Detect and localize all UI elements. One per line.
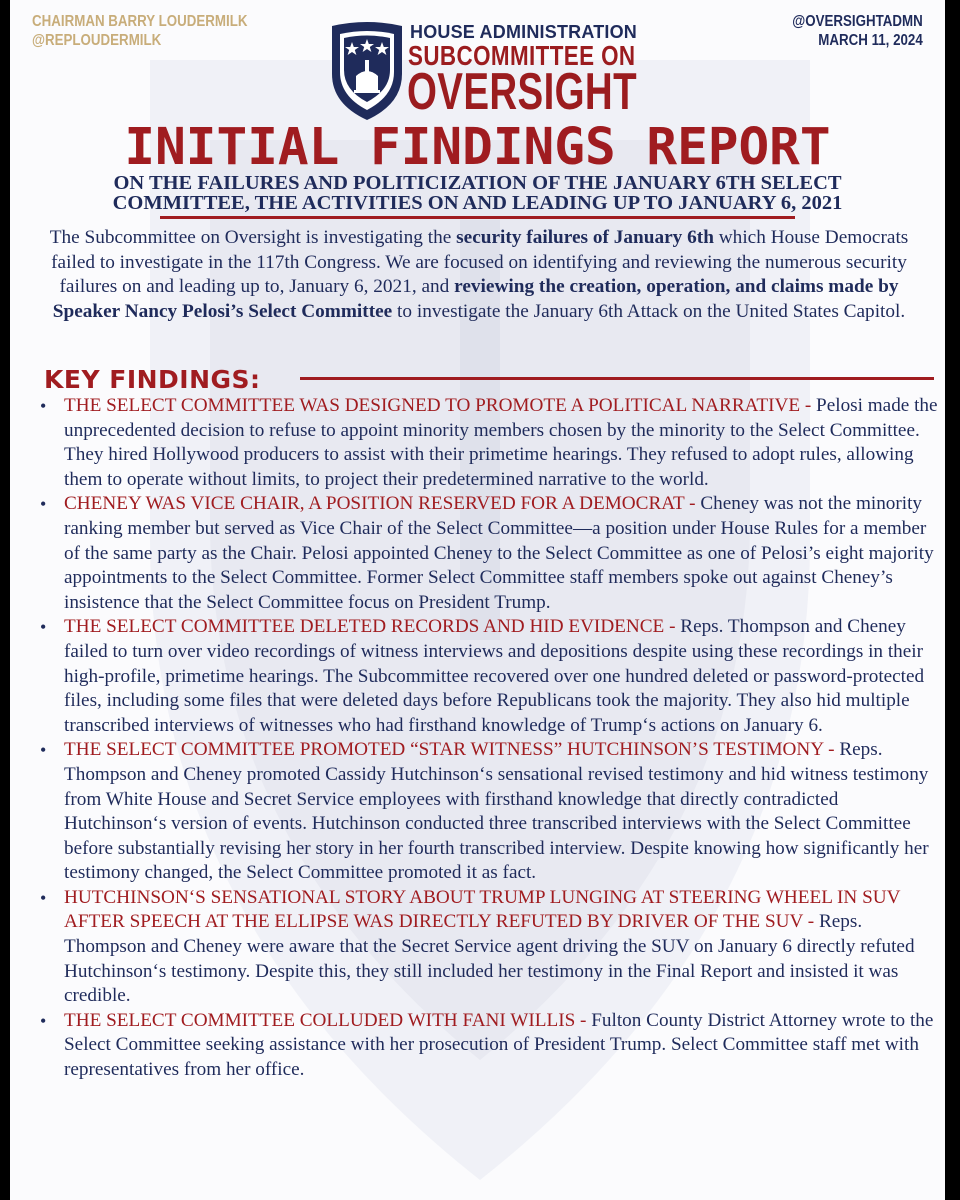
finding-item [40,886,938,1009]
bullet-icon: • [40,617,47,638]
intro-paragraph [44,226,914,324]
bullet-icon: • [40,740,47,761]
finding-body: Cheney was not the minority ranking member but served as Vice Chair of the Select Committee—a position under House Rules for a member of the same party as the Chair. Pelosi appointed Cheney to the Select Committee as one of Pelosi’s eight majority appointments to the Select Committee. Former Select Committee staff members spoke out against Cheney’s insistence that the Select Committee focus on President Trump. [64,493,934,613]
subtitle-divider [160,216,795,219]
findings-list [40,394,938,1083]
finding-body: Reps. Thompson and Cheney promoted Cassidy Hutchinson‘s sensational revised testimony and hid witness testimony from White House and Secret Service employees with firsthand knowledge that directly contradicted Hutchinson‘s version of events. Hutchinson conducted three transcribed interviews with the Select Committee before substantially revising her story in her fourth transcribed interview. Despite knowing how significantly her testimony changed, the Select Committee promoted it as fact. [64,739,929,884]
capitol-shield-logo-icon [330,20,404,122]
finding-item [40,394,938,492]
report-subtitle [10,173,945,213]
finding-title: THE SELECT COMMITTEE WAS DESIGNED TO PROMOTE A POLITICAL NARRATIVE - [64,395,812,416]
finding-title: HUTCHINSON‘S SENSATIONAL STORY ABOUT TRUMP LUNGING AT STEERING WHEEL IN SUV AFTER SPEECH AT THE ELLIPSE WAS DIRECTLY REFUTED BY DRIVER OF THE SUV - [64,886,901,933]
bullet-icon: • [40,887,47,908]
finding-item [40,738,938,886]
bullet-icon: • [40,396,47,416]
finding-body: Pelosi made the unprecedented decision to refuse to appoint minority members chosen by the minority to the Select Committee. They hired Hollywood producers to assist with their primetime hearings. They refused to adopt rules, allowing them to operate without limits, to project their predetermined narrative to the world. [64,395,938,490]
bullet-icon: • [40,494,47,515]
logo-subcommittee-on: SUBCOMMITTEE ON [408,40,636,71]
report-page [10,0,945,1200]
chairman-handle: @REPLOUDERMILK [32,32,162,49]
finding-title: THE SELECT COMMITTEE DELETED RECORDS AND HID EVIDENCE - [64,616,676,638]
finding-title: THE SELECT COMMITTEE COLLUDED WITH FANI WILLIS - [64,1009,587,1031]
bullet-icon: • [40,1010,47,1031]
subtitle-line-2: COMMITTEE, THE ACTIVITIES ON AND LEADING UP TO JANUARY 6, 2021 [112,192,843,214]
finding-item [40,615,938,738]
subtitle-line-1: ON THE FAILURES AND POLITICIZATION OF THE JANUARY 6TH SELECT [113,172,842,194]
chairman-name: CHAIRMAN BARRY LOUDERMILK [32,13,248,30]
intro-text-2: which House Democrats failed to investigate in the 117th Congress. We are focused on identifying and reviewing the numerous security failures on and leading up to, January 6, 2021, and [51,227,909,297]
logo-oversight: OVERSIGHT [407,63,637,121]
intro-text-1: The Subcommittee on Oversight is investigating the [49,227,457,248]
report-title: INITIAL FINDINGS REPORT [124,118,831,177]
account-handle: @OVERSIGHTADMN [792,13,923,30]
chairman-credit [32,12,247,50]
intro-bold-2: reviewing the creation, operation, and claims made by Speaker Nancy Pelosi’s Select Committee [52,276,899,322]
report-date: MARCH 11, 2024 [818,32,923,49]
finding-title: THE SELECT COMMITTEE PROMOTED “STAR WITNESS” HUTCHINSON’S TESTIMONY - [64,739,835,761]
logo-house-administration: HOUSE ADMINISTRATION [410,22,637,42]
account-and-date [792,12,923,50]
key-findings-heading: KEY FINDINGS: [44,365,261,394]
finding-title: CHENEY WAS VICE CHAIR, A POSITION RESERVED FOR A DEMOCRAT - [64,493,696,515]
finding-item [40,492,938,615]
intro-text-3: to investigate the January 6th Attack on the United States Capitol. [392,300,906,322]
finding-item [40,1009,938,1083]
intro-bold-1: security failures of January 6th [456,227,714,248]
finding-body: Fulton County District Attorney wrote to the Select Committee seeking assistance with her prosecution of President Trump. Select Committee staff met with representatives from her office. [64,1009,934,1081]
key-findings-divider [300,377,934,380]
finding-body: Reps. Thompson and Cheney were aware that the Secret Service agent driving the SUV on January 6 directly refuted Hutchinson‘s testimony. Despite this, they still included her testimony in the Final Report and insisted it was credible. [64,911,915,1007]
finding-body: Reps. Thompson and Cheney failed to turn over video recordings of witness interviews and depositions despite using these recordings in their high-profile, primetime hearings. The Subcommittee recovered over one hundred deleted or password-protected files, including some files that were deleted days before Republicans took the majority. They also hid multiple transcribed interviews of witnesses who had firsthand knowledge of Trump‘s actions on January 6. [64,616,925,736]
